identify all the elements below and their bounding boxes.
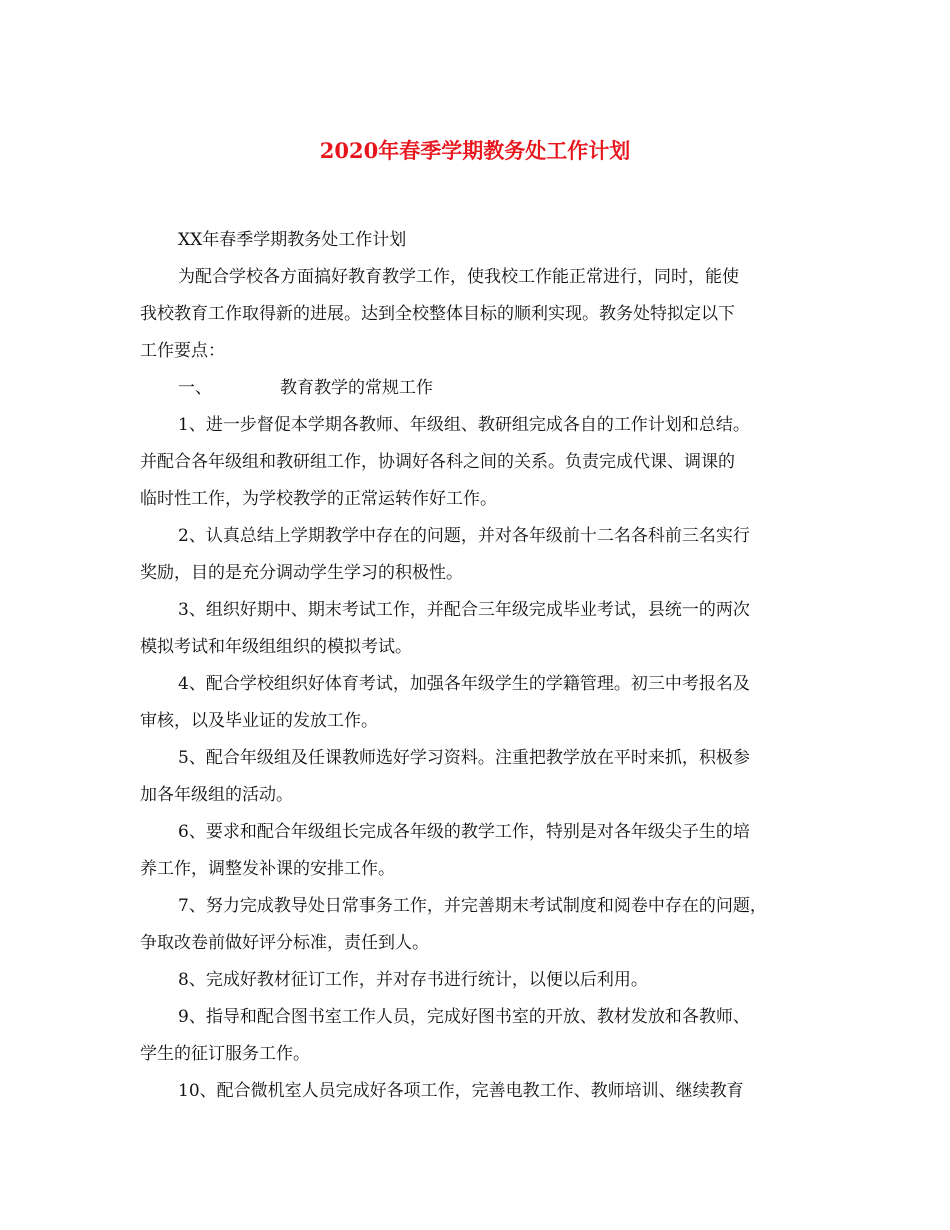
paragraph-line: 3、组织好期中、期末考试工作，并配合三年级完成毕业考试，县统一的两次: [178, 600, 750, 620]
paragraph-line: 2、认真总结上学期教学中存在的问题，并对各年级前十二名各科前三名实行: [178, 526, 750, 546]
paragraph-line: 8、完成好教材征订工作，并对存书进行统计，以便以后利用。: [178, 970, 648, 990]
section-title: 教育教学的常规工作: [280, 378, 433, 398]
section-number: 一、: [178, 378, 212, 398]
paragraph-line: 5、配合年级组及任课教师选好学习资料。注重把教学放在平时来抓，积极参: [178, 748, 750, 768]
document-body: [140, 222, 820, 1110]
document-title: 2020年春季学期教务处工作计划: [319, 138, 631, 163]
paragraph-line: 奖励，目的是充分调动学生学习的积极性。: [140, 563, 463, 583]
paragraph-line: 9、指导和配合图书室工作人员，完成好图书室的开放、教材发放和各教师、: [178, 1007, 750, 1027]
paragraph-line: 学生的征订服务工作。: [140, 1044, 310, 1064]
paragraph-line: 临时性工作，为学校教学的正常运转作好工作。: [140, 489, 497, 509]
paragraph-line: 1、进一步督促本学期各教师、年级组、教研组完成各自的工作计划和总结。: [178, 415, 750, 435]
section-heading: [140, 370, 820, 407]
paragraph-line: 4、配合学校组织好体育考试，加强各年级学生的学籍管理。初三中考报名及: [178, 674, 750, 694]
paragraph-line: 审核，以及毕业证的发放工作。: [140, 711, 378, 731]
paragraph-line: 为配合学校各方面搞好教育教学工作，使我校工作能正常进行，同时，能使: [178, 267, 739, 287]
paragraph-line: 工作要点：: [140, 341, 225, 361]
paragraph-line: 并配合各年级组和教研组工作，协调好各科之间的关系。负责完成代课、调课的: [140, 452, 735, 472]
paragraph-line: 7、努力完成教导处日常事务工作，并完善期末考试制度和阅卷中存在的问题，: [178, 896, 767, 916]
paragraph-line: 加各年级组的活动。: [140, 785, 293, 805]
paragraph-line: 养工作，调整发补课的安排工作。: [140, 859, 395, 879]
paragraph-line: 6、要求和配合年级组长完成各年级的教学工作，特别是对各年级尖子生的培: [178, 822, 750, 842]
paragraph-line: 我校教育工作取得新的进展。达到全校整体目标的顺利实现。教务处特拟定以下: [140, 304, 735, 324]
paragraph-line: 争取改卷前做好评分标准，责任到人。: [140, 933, 429, 953]
paragraph-line: XX年春季学期教务处工作计划: [178, 230, 407, 250]
paragraph-line: 10、配合微机室人员完成好各项工作，完善电教工作、教师培训、继续教育: [178, 1081, 744, 1101]
paragraph-line: 模拟考试和年级组组织的模拟考试。: [140, 637, 412, 657]
